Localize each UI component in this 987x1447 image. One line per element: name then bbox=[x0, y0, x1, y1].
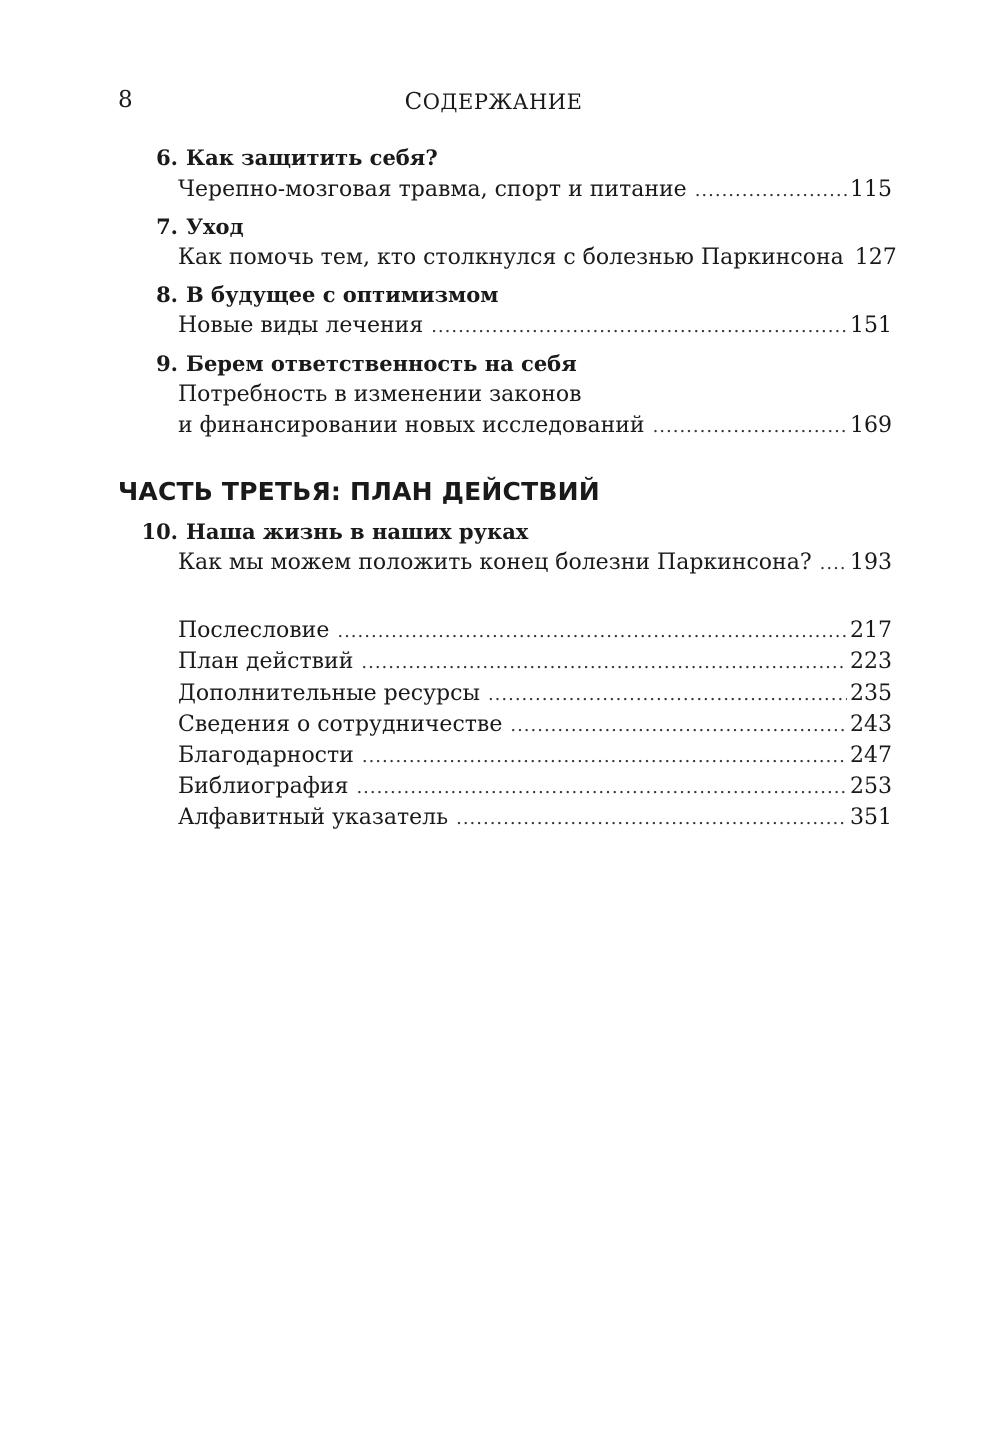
dot-leader bbox=[820, 549, 847, 579]
dot-leader bbox=[653, 412, 847, 442]
toc-entry-page: 193 bbox=[850, 550, 892, 575]
dot-leader bbox=[510, 711, 847, 741]
toc-entry-page: 127 bbox=[854, 245, 897, 270]
chapter-6-heading[interactable] bbox=[138, 143, 898, 173]
chapter-title: Уход bbox=[186, 214, 244, 239]
dot-leader bbox=[431, 312, 847, 342]
chapter-title: Как защитить себя? bbox=[186, 145, 438, 170]
running-head-initial: С bbox=[404, 89, 423, 115]
dot-leader bbox=[695, 176, 847, 206]
toc-entry[interactable] bbox=[178, 243, 897, 273]
dot-leader bbox=[361, 648, 847, 678]
chapter-9-heading[interactable] bbox=[138, 349, 898, 379]
toc-entry-page: 169 bbox=[850, 413, 892, 438]
toc-entry-page: 151 bbox=[850, 313, 892, 338]
chapter-number: 7. bbox=[156, 214, 178, 239]
dot-leader bbox=[456, 804, 847, 834]
toc-entry-page: 243 bbox=[850, 712, 892, 737]
toc-entry-page: 351 bbox=[850, 805, 892, 830]
chapter-title: Берем ответственность на себя bbox=[186, 351, 577, 376]
toc-entry-label: Алфавитный указатель bbox=[178, 805, 449, 830]
toc-entry-collaboration[interactable] bbox=[178, 710, 892, 740]
toc-entry-label: Черепно-мозговая травма, спорт и питание bbox=[178, 177, 687, 202]
toc-entry-page: 247 bbox=[850, 743, 892, 768]
toc-entry-page: 217 bbox=[850, 618, 892, 643]
chapter-7-heading[interactable] bbox=[138, 212, 898, 242]
chapter-number: 8. bbox=[156, 282, 178, 307]
toc-entry-label: Новые виды лечения bbox=[178, 313, 424, 338]
toc-entry-label: Как помочь тем, кто столкнулся с болезнью Паркинсона bbox=[178, 245, 844, 270]
toc-entry[interactable] bbox=[178, 311, 892, 341]
chapter-title: Наша жизнь в наших руках bbox=[186, 519, 529, 544]
toc-entry-label: и финансировании новых исследований bbox=[178, 413, 645, 438]
toc-entry-afterword[interactable] bbox=[178, 616, 892, 646]
toc-entry-label: Дополнительные ресурсы bbox=[178, 681, 480, 706]
toc-entry-action-plan[interactable] bbox=[178, 647, 892, 677]
chapter-title: В будущее с оптимизмом bbox=[186, 282, 499, 307]
chapter-number: 10. bbox=[141, 519, 178, 544]
toc-entry[interactable] bbox=[178, 411, 892, 441]
page-number: 8 bbox=[118, 87, 133, 113]
toc-entry-page: 253 bbox=[850, 774, 892, 799]
running-head-rest: ОДЕРЖАНИЕ bbox=[422, 90, 583, 114]
toc-entry-label: Библиография bbox=[178, 774, 349, 799]
toc-entry-page: 235 bbox=[850, 681, 892, 706]
toc-entry-label: Сведения о сотрудничестве bbox=[178, 712, 503, 737]
toc-entry-acknowledgements[interactable] bbox=[178, 741, 892, 771]
chapter-number: 6. bbox=[156, 145, 178, 170]
toc-entry-label: Послесловие bbox=[178, 618, 330, 643]
dot-leader bbox=[356, 773, 847, 803]
toc-entry[interactable] bbox=[178, 548, 892, 578]
chapter-number: 9. bbox=[156, 351, 178, 376]
running-head bbox=[0, 88, 987, 116]
toc-entry-label: Как мы можем положить конец болезни Паркинсона? bbox=[178, 550, 812, 575]
dot-leader bbox=[488, 680, 847, 710]
chapter-10-heading[interactable] bbox=[138, 517, 898, 547]
dot-leader bbox=[362, 742, 847, 772]
toc-entry[interactable] bbox=[178, 175, 892, 205]
toc-entry-label: Благодарности bbox=[178, 743, 354, 768]
toc-entry-subtitle: Потребность в изменении законов bbox=[178, 382, 582, 407]
toc-entry-label: План действий bbox=[178, 649, 354, 674]
toc-entry-bibliography[interactable] bbox=[178, 772, 892, 802]
toc-entry-page: 223 bbox=[850, 649, 892, 674]
toc-entry-index[interactable] bbox=[178, 803, 892, 833]
part-heading: ЧАСТЬ ТРЕТЬЯ: ПЛАН ДЕЙСТВИЙ bbox=[118, 477, 600, 506]
toc-entry-resources[interactable] bbox=[178, 679, 892, 709]
toc-entry-page: 115 bbox=[850, 177, 892, 202]
chapter-8-heading[interactable] bbox=[138, 280, 898, 310]
dot-leader bbox=[337, 617, 847, 647]
